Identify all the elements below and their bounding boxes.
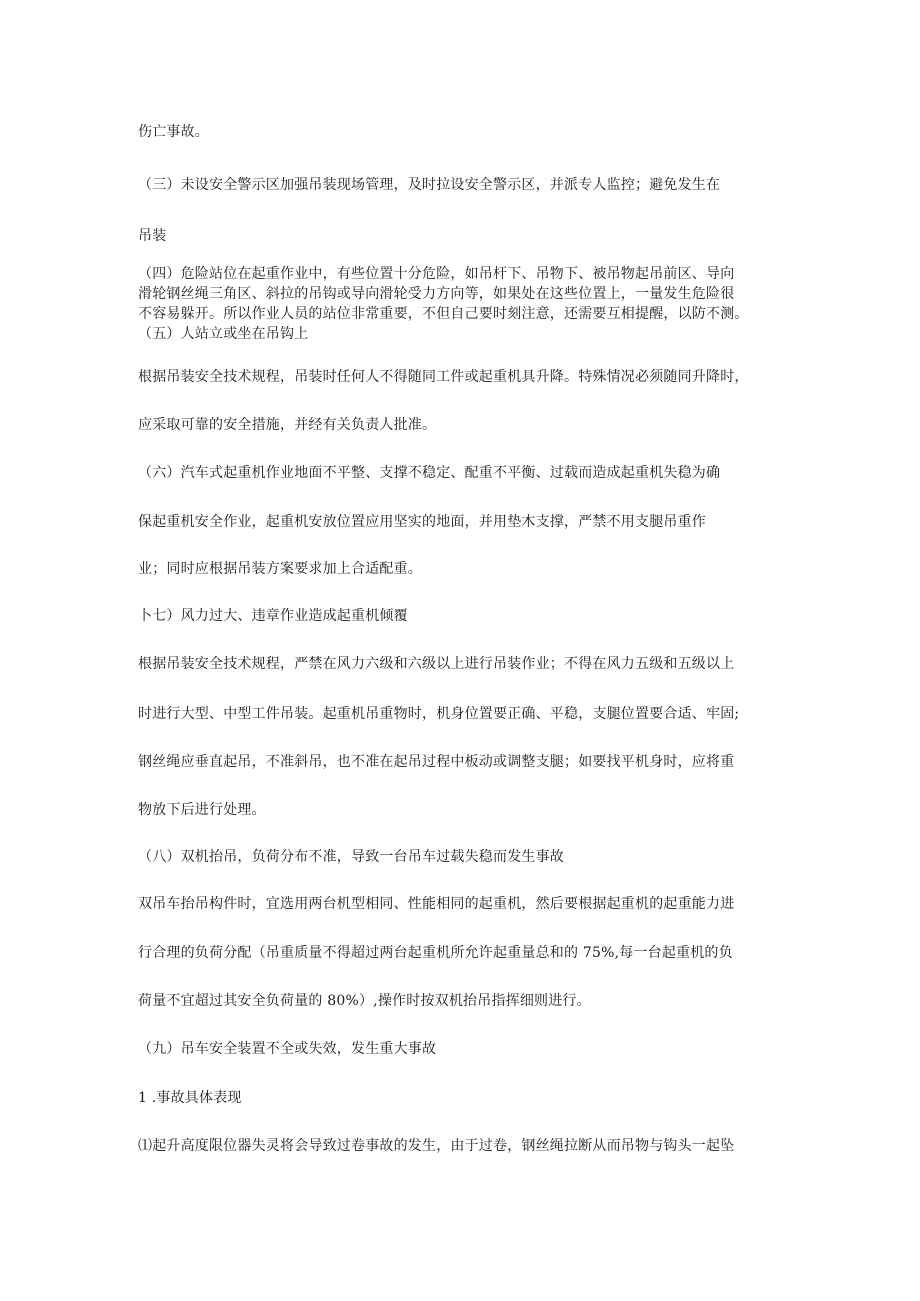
section-heading-6: （六）汽车式起重机作业地面不平整、支撑不稳定、配重不平衡、过载而造成起重机失稳为确 [138,465,721,481]
text-line: ⑴起升高度限位器失灵将会导致过卷事故的发生，由于过卷，钢丝绳拉断从而吊物与钩头一起坠 [138,1138,735,1154]
text-line: 钢丝绳应垂直起吊，不准斜吊，也不准在起吊过程中板动或调整支腿；如要找平机身时，应将重 [138,754,735,770]
text-line: 根据吊装安全技术规程，吊装时任何人不得随同工件或起重机具升降。特殊情况必须随同升降时， [138,369,749,385]
text-line: 保起重机安全作业，起重机安放位置应用坚实的地面，并用垫木支撑，严禁不用支腿吊重作 [138,514,706,530]
text-line: 业；同时应根据吊装方案要求加上合适配重。 [138,561,422,577]
text-line: 吊装 [138,228,167,244]
section-heading-5: （五）人站立或坐在吊钩上 [138,326,309,342]
text-line: 应采取可靠的安全措施，并经有关负责人批准。 [138,417,437,433]
text-line: 双吊车抬吊构件时，宜选用两台机型相同、性能相同的起重机，然后要根据起重机的起重能力进 [138,896,735,912]
section-heading-8: （八）双机抬吊，负荷分布不准，导致一台吊车过载失稳而发生事故 [138,849,564,865]
section-heading-3: （三）未设安全警示区加强吊装现场管理，及时拉设安全警示区，并派专人监控；避免发生在 [138,177,721,193]
text-line: 滑轮钢丝绳三角区、斜拉的吊钩或导向滑轮受力方向等，如果处在这些位置上，一量发生危险很 [138,286,735,302]
section-heading-4: （四）危险站位在起重作业中，有些位置十分危险，如吊杆下、吊物下、被吊物起吊前区、导向 [138,266,735,282]
numbered-item: 1 .事故具体表现 [138,1090,242,1106]
text-line: 物放下后进行处理。 [138,802,266,818]
text-line: 行合理的负荷分配（吊重质量不得超过两台起重机所允许起重量总和的 75%,每一台起重机的负 [138,945,733,961]
text-line: 伤亡事故。 [138,124,209,140]
section-heading-7: 卜七）风力过大、违章作业造成起重机倾覆 [138,608,408,624]
text-line: 荷量不宜超过其安全负荷量的 80%）,操作时按双机抬吊指挥细则进行。 [138,993,591,1009]
text-line: 不容易躲开。所以作业人员的站位非常重要，不但自己要时刻注意，还需要互相提醒，以防不测。 [138,306,749,322]
text-line: 根据吊装安全技术规程，严禁在风力六级和六级以上进行吊装作业；不得在风力五级和五级以上 [138,656,735,672]
section-heading-9: （九）吊车安全装置不全或失效，发生重大事故 [138,1041,437,1057]
text-line: 时进行大型、中型工件吊装。起重机吊重物时，机身位置要正确、平稳，支腿位置要合适、牢固; [138,706,740,722]
